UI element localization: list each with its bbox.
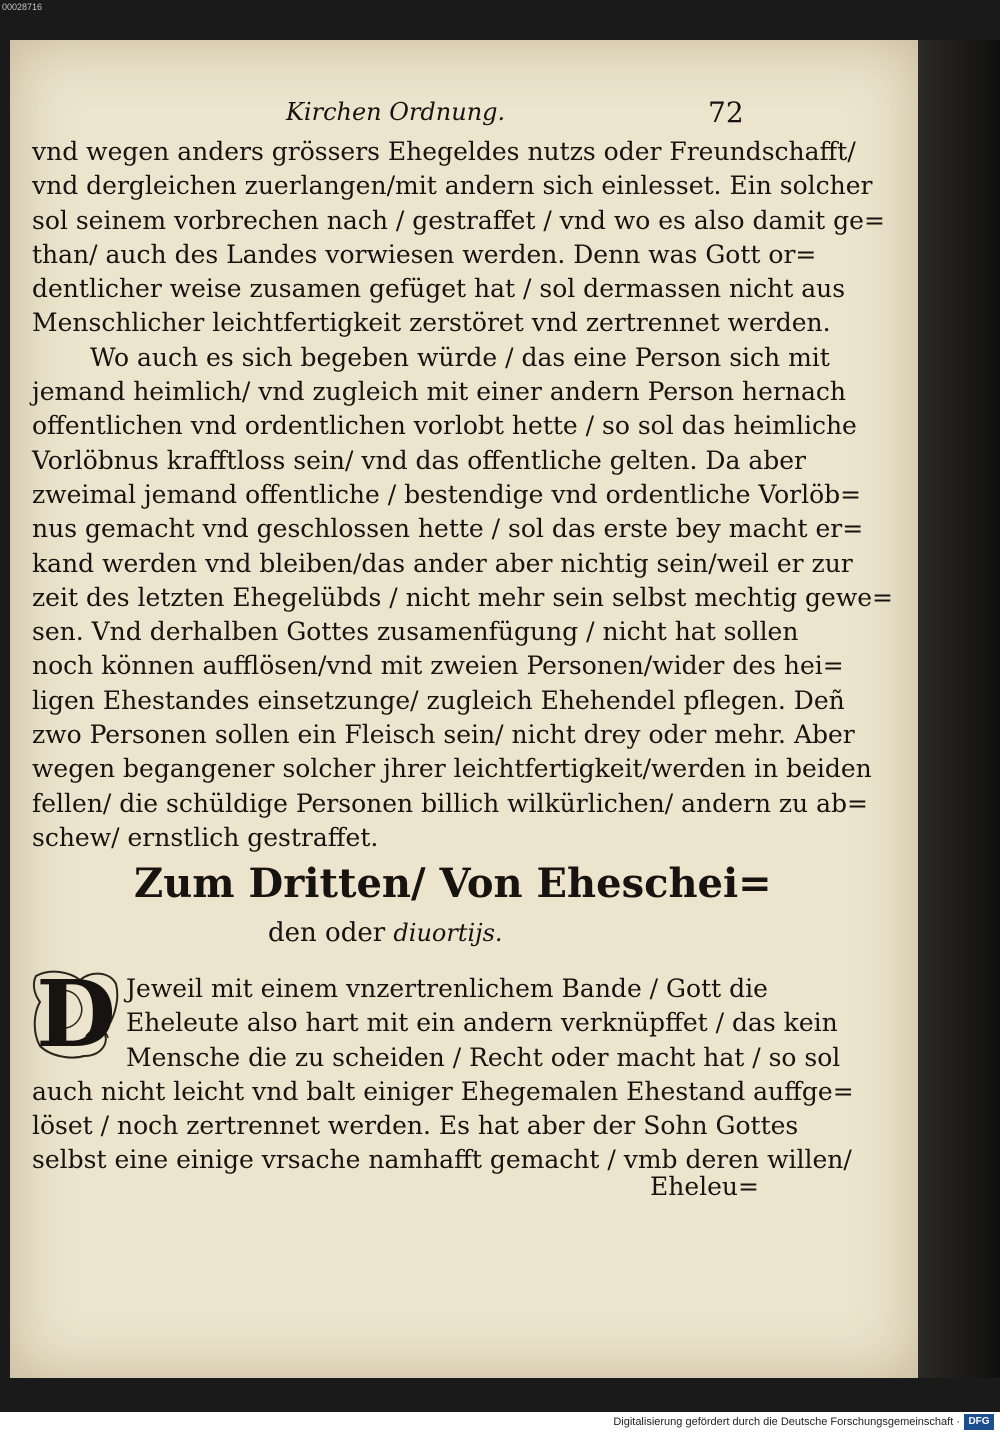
text-line: dentlicher weise zusamen gefüget hat / sol dermassen nicht aus [32, 274, 846, 304]
text-line: Menschlicher leichtfertigkeit zerstöret vnd zertrennet werden. [32, 308, 831, 338]
text-line: noch können aufflösen/vnd mit zweien Personen/wider des hei= [32, 651, 844, 681]
text-line: Jeweil mit einem vnzertrenlichem Bande / Gott die [126, 974, 768, 1003]
page-number: 72 [708, 96, 744, 129]
text-line: Wo auch es sich begeben würde / das eine Person sich mit [90, 342, 830, 372]
text-line: sol seinem vorbrechen nach / gestraffet / vnd wo es also damit ge= [32, 205, 885, 235]
text-line: than/ auch des Landes vorwiesen werden. Denn was Gott or= [32, 239, 817, 269]
text-line: Mensche die zu scheiden / Recht oder macht hat / so sol [126, 1042, 841, 1072]
text-line: selbst eine einige vrsache namhafft gemacht / vmb deren willen/ [32, 1145, 852, 1175]
catchword: Eheleu= [650, 1172, 759, 1201]
text-line: auch nicht leicht vnd balt einiger Ehegemalen Ehestand auffge= [32, 1076, 854, 1106]
scan-id-label: 00028716 [2, 2, 43, 12]
text-line: löset / noch zertrennet werden. Es hat aber der Sohn Gottes [32, 1111, 799, 1141]
section2-text [32, 972, 854, 1178]
drop-cap-initial: D [36, 960, 116, 1068]
section1-text [32, 135, 893, 855]
section-subheading [268, 918, 503, 948]
text-line: vnd wegen anders grössers Ehegeldes nutzs oder Freundschafft/ [32, 137, 856, 166]
text-line: schew/ ernstlich gestraffet. [32, 822, 379, 852]
text-line: fellen/ die schüldige Personen billich wilkürlichen/ andern zu ab= [32, 788, 868, 818]
footer-credit: Digitalisierung gefördert durch die Deutsche Forschungsgemeinschaft · [613, 1416, 960, 1428]
text-line: ligen Ehestandes einsetzunge/ zugleich Ehehendel pflegen. Deñ [32, 685, 845, 715]
text-line: zeit des letzten Ehegelübds / nicht mehr sein selbst mechtig gewe= [32, 582, 893, 612]
text-line: Vorlöbnus krafftloss sein/ vnd das offentliche gelten. Da aber [32, 445, 806, 475]
text-line: nus gemacht vnd geschlossen hette / sol das erste bey macht er= [32, 514, 864, 544]
text-line: jemand heimlich/ vnd zugleich mit einer andern Person hernach [32, 377, 846, 407]
text-line: kand werden vnd bleiben/das ander aber nichtig sein/weil er zur [32, 548, 853, 578]
subheading-text: den oder [268, 918, 386, 948]
text-line: zweimal jemand offentliche / bestendige vnd ordentliche Vorlöb= [32, 479, 862, 509]
subheading-latin: diuortijs. [393, 919, 503, 947]
text-line: offentlichen vnd ordentlichen vorlobt hette / so sol das heimliche [32, 411, 857, 441]
text-line: vnd dergleichen zuerlangen/mit andern sich einlesset. Ein solcher [32, 171, 873, 201]
section-heading: Zum Dritten/ Von Eheschei= [134, 860, 772, 907]
text-line: Eheleute also hart mit ein andern verknüpffet / das kein [126, 1008, 838, 1038]
text-line: sen. Vnd derhalben Gottes zusamenfügung / nicht hat sollen [32, 617, 799, 647]
page-edge-shadow [918, 40, 1000, 1378]
text-line: zwo Personen sollen ein Fleisch sein/ nicht drey oder mehr. Aber [32, 720, 855, 750]
dfg-logo: DFG [964, 1414, 994, 1430]
text-line: wegen begangener solcher jhrer leichtfertigkeit/werden in beiden [32, 754, 872, 784]
running-header: Kirchen Ordnung. [286, 98, 506, 126]
